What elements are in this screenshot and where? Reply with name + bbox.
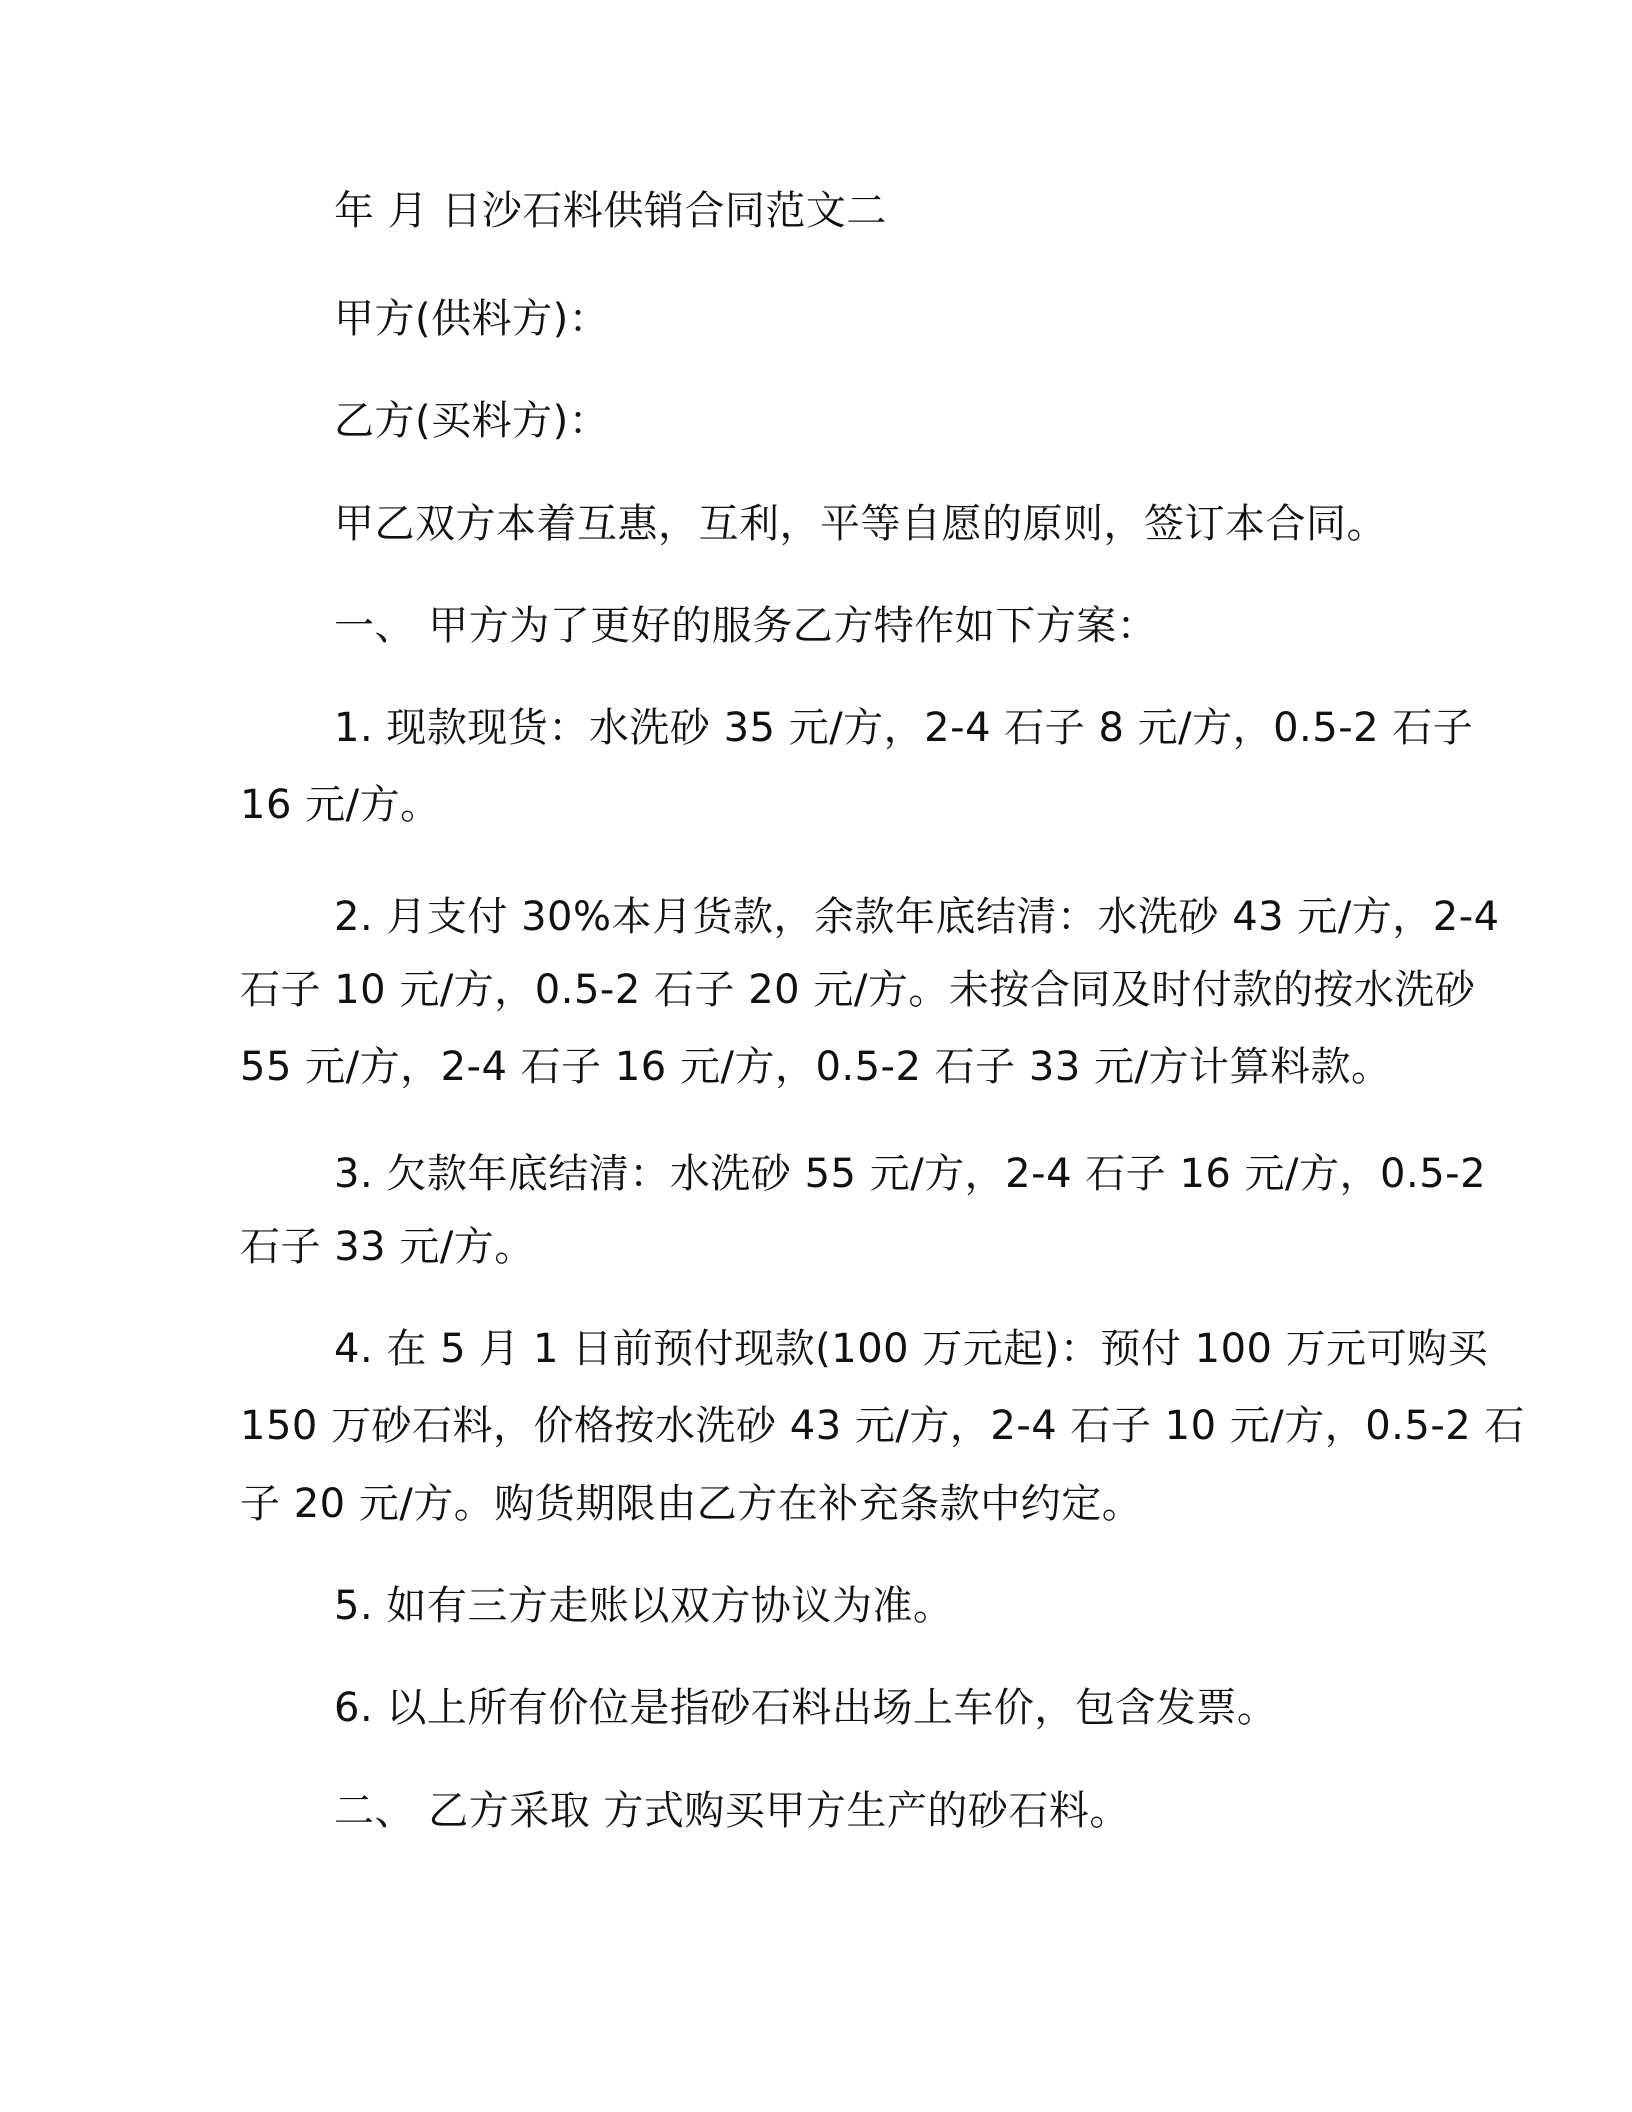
item-4-line-1: 4. 在 5 月 1 日前预付现款(100 万元起)：预付 100 万元可购买	[334, 1326, 1489, 1372]
document-title: 年 月 日沙石料供销合同范文二	[334, 188, 887, 234]
item-3-line-2: 石子 33 元/方。	[240, 1224, 535, 1270]
item-1-line-2: 16 元/方。	[240, 782, 441, 828]
item-2-line-1: 2. 月支付 30%本月货款，余款年底结清：水洗砂 43 元/方，2-4	[334, 894, 1500, 940]
item-1-line-1: 1. 现款现货：水洗砂 35 元/方，2-4 石子 8 元/方，0.5-2 石子	[334, 705, 1474, 751]
item-3-line-1: 3. 欠款年底结清：水洗砂 55 元/方，2-4 石子 16 元/方，0.5-2	[334, 1151, 1487, 1197]
item-6-line: 6. 以上所有价位是指砂石料出场上车价，包含发票。	[334, 1685, 1278, 1731]
item-2-line-2: 石子 10 元/方，0.5-2 石子 20 元/方。未按合同及时付款的按水洗砂	[240, 967, 1476, 1013]
item-4-line-2: 150 万砂石料，价格按水洗砂 43 元/方，2-4 石子 10 元/方，0.5-2 石	[240, 1403, 1525, 1449]
item-5-line: 5. 如有三方走账以双方协议为准。	[334, 1583, 954, 1629]
section-2-heading: 二、 乙方采取 方式购买甲方生产的砂石料。	[334, 1788, 1130, 1834]
party-a-line: 甲方(供料方)：	[334, 296, 610, 342]
section-1-heading: 一、 甲方为了更好的服务乙方特作如下方案：	[334, 603, 1158, 649]
item-2-line-3: 55 元/方，2-4 石子 16 元/方，0.5-2 石子 33 元/方计算料款。	[240, 1044, 1392, 1090]
preamble-paragraph: 甲乙双方本着互惠，互利，平等自愿的原则，签订本合同。	[334, 501, 1387, 547]
party-b-line: 乙方(买料方)：	[334, 398, 610, 444]
item-4-line-3: 子 20 元/方。购货期限由乙方在补充条款中约定。	[240, 1481, 1143, 1527]
